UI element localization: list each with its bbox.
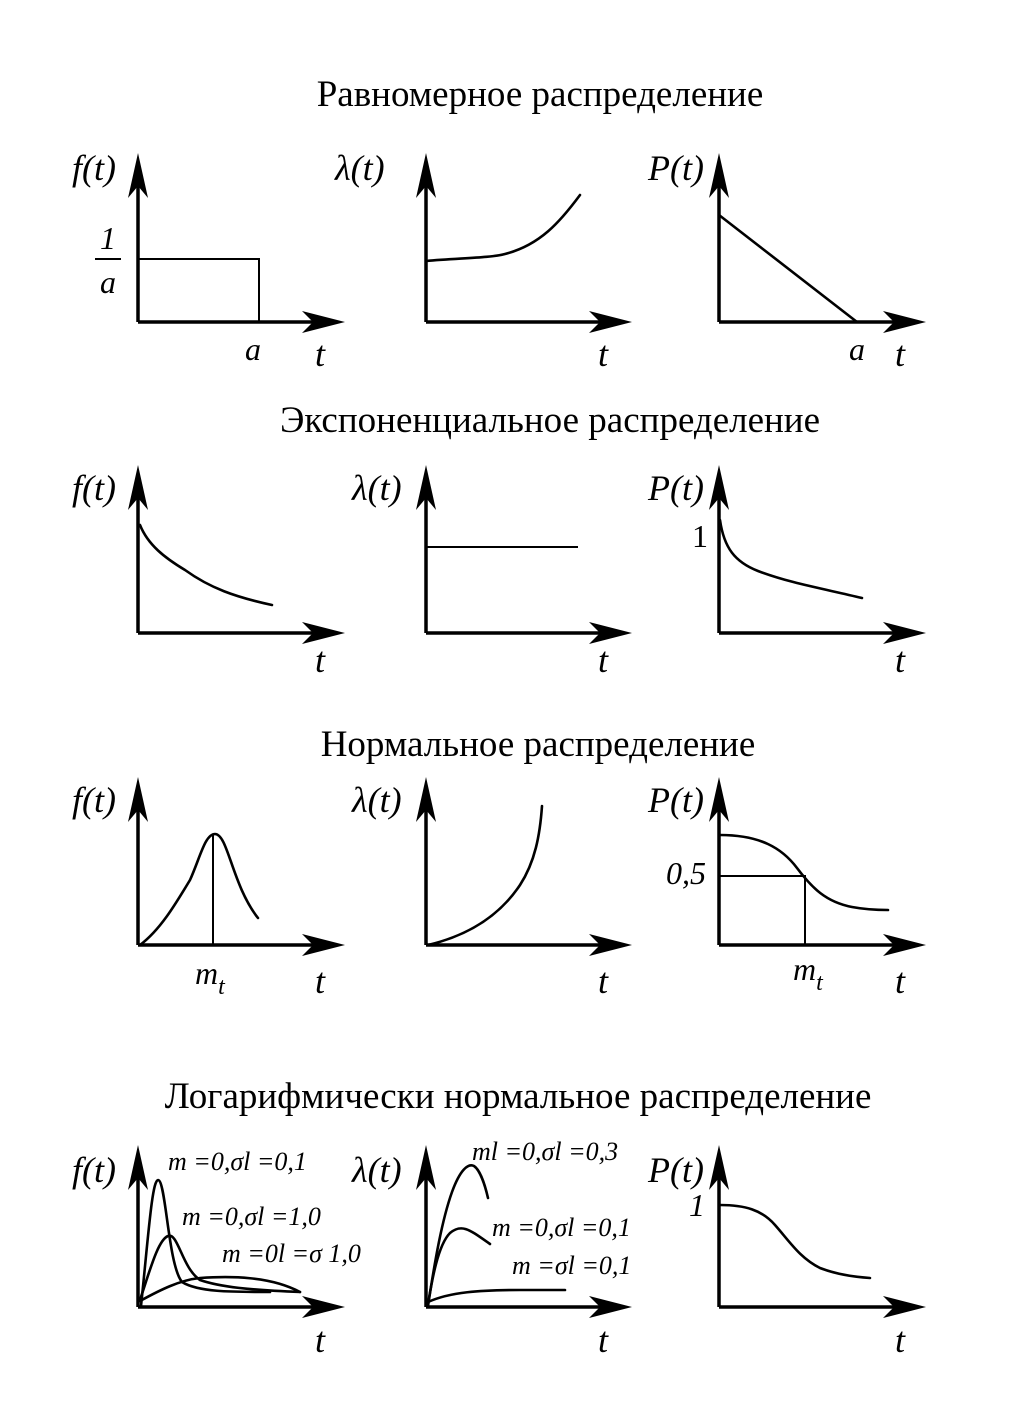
- reliability-curve: [720, 1205, 870, 1278]
- y-axis-label: λ(t): [335, 148, 385, 188]
- panel-normal-reliability: [647, 777, 926, 1001]
- hazard-curve: [426, 195, 580, 261]
- density-curve-3: [140, 1277, 300, 1301]
- panel-exponential-reliability: [647, 465, 926, 680]
- section-title-lognormal: Логарифмически нормальное распределение: [164, 1076, 872, 1117]
- density-curve: [138, 259, 259, 322]
- density-curve: [140, 834, 258, 945]
- annotation-2: m =0,σl =1,0: [182, 1202, 321, 1231]
- y-axis-label: P(t): [648, 780, 704, 820]
- section-title-uniform: Равномерное распределение: [316, 74, 764, 115]
- y-axis-label: λ(t): [352, 780, 402, 820]
- y-axis-label: f(t): [72, 780, 116, 820]
- y-tick-numerator: 1: [100, 220, 116, 256]
- x-axis-label: t: [894, 961, 906, 1001]
- x-tick-label: [793, 951, 824, 996]
- annotation-2: m =0,σl =0,1: [492, 1213, 631, 1242]
- x-axis-label: t: [314, 961, 326, 1001]
- hazard-curve-3: [428, 1290, 565, 1302]
- x-tick-main: m: [195, 955, 219, 991]
- x-axis-label: t: [894, 334, 906, 374]
- x-axis-label: t: [314, 640, 326, 680]
- y-axis-label: f(t): [72, 1150, 116, 1190]
- panel-lognormal-density: [72, 1145, 361, 1360]
- median-guide: [719, 876, 805, 945]
- panel-lognormal-reliability: [647, 1145, 926, 1360]
- x-tick-label: a: [245, 331, 261, 367]
- panel-uniform-reliability: [647, 148, 926, 374]
- x-axis-label: t: [597, 334, 609, 374]
- annotation-1: ml =0,σl =0,3: [472, 1137, 619, 1166]
- annotation-3: m =σl =0,1: [512, 1251, 632, 1280]
- x-tick-label: [195, 955, 226, 1000]
- x-axis-label: t: [314, 1320, 326, 1360]
- panel-normal-hazard: [351, 777, 632, 1001]
- y-axis-label: P(t): [648, 468, 704, 508]
- x-tick-main: m: [793, 951, 817, 987]
- density-curve: [140, 525, 272, 605]
- reliability-curve: [719, 215, 857, 322]
- panel-uniform-density: [72, 148, 345, 374]
- panel-normal-density: [72, 777, 345, 1001]
- y-axis-label: f(t): [72, 468, 116, 508]
- reliability-curve: [720, 520, 862, 598]
- x-tick-label: a: [849, 331, 865, 367]
- panel-lognormal-hazard: [351, 1137, 632, 1360]
- x-axis-label: t: [597, 961, 609, 1001]
- x-tick-subscript: t: [816, 970, 823, 996]
- hazard-curve: [428, 806, 542, 945]
- x-tick-subscript: t: [218, 974, 225, 1000]
- y-tick-label: 0,5: [666, 855, 706, 891]
- panel-exponential-density: [72, 465, 345, 680]
- y-tick-label: 1: [692, 518, 708, 554]
- annotation-1: m =0,σl =0,1: [168, 1147, 307, 1176]
- y-axis-label: P(t): [648, 148, 704, 188]
- y-axis-label: P(t): [648, 1150, 704, 1190]
- x-axis-label: t: [314, 334, 326, 374]
- x-axis-label: t: [597, 640, 609, 680]
- y-axis-label: λ(t): [352, 1150, 402, 1190]
- panel-exponential-hazard: [351, 465, 632, 680]
- section-title-normal: Нормальное распределение: [320, 724, 756, 765]
- annotation-3: m =0l =σ 1,0: [222, 1239, 361, 1268]
- y-axis-label: λ(t): [352, 468, 402, 508]
- x-axis-label: t: [597, 1320, 609, 1360]
- x-axis-label: t: [894, 1320, 906, 1360]
- x-axis-label: t: [894, 640, 906, 680]
- y-axis-label: f(t): [72, 148, 116, 188]
- panel-uniform-hazard: [334, 148, 632, 374]
- section-title-exponential: Экспоненциальное распределение: [279, 400, 821, 441]
- y-tick-denominator: a: [100, 264, 116, 300]
- y-tick-label: 1: [689, 1187, 705, 1223]
